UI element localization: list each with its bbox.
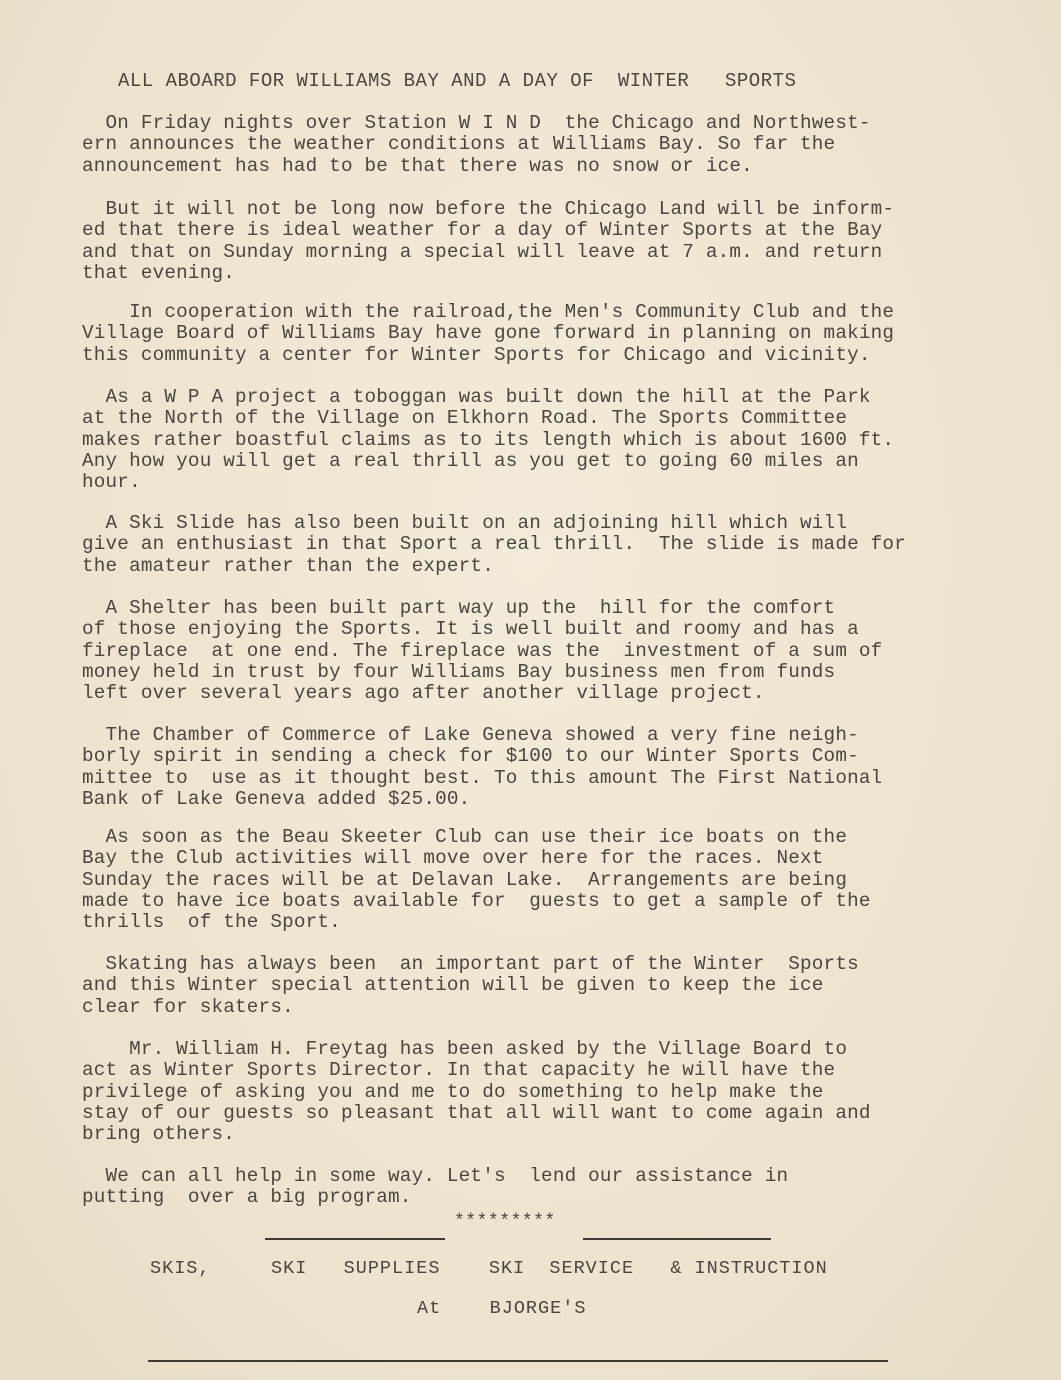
paragraph-line: and this Winter special attention will be given to keep the ice (82, 974, 824, 997)
paragraph-line: left over several years ago after another village project. (82, 682, 765, 705)
paragraph-line: A Shelter has been built part way up the hill for the comfort (82, 597, 836, 619)
ad-line-products: SKIS, SKI SUPPLIES SKI SERVICE & INSTRUCTION (150, 1258, 828, 1279)
paragraph-line: ed that there is ideal weather for a day of Winter Sports at the Bay (82, 219, 883, 242)
paragraph-line: But it will not be long now before the Chicago Land will be inform- (82, 198, 895, 220)
paragraph (82, 1039, 982, 1145)
paragraph-line: give an enthusiast in that Sport a real thrill. The slide is made for (82, 533, 906, 556)
paragraph (82, 513, 982, 577)
paragraph-line: Bank of Lake Geneva added $25.00. (82, 787, 471, 810)
paragraph-line: Skating has always been an important part of the Winter Sports (82, 953, 859, 975)
paragraph-line: We can all help in some way. Let's lend our assistance in (82, 1165, 789, 1187)
paragraph-line: ern announces the weather conditions at Williams Bay. So far the (82, 133, 836, 156)
paragraph-line: Mr. William H. Freytag has been asked by the Village Board to (82, 1038, 848, 1060)
document-title: ALL ABOARD FOR WILLIAMS BAY AND A DAY OF WINTER SPORTS (118, 70, 797, 92)
paragraph-line: A Ski Slide has also been built on an adjoining hill which will (82, 512, 848, 534)
ad-line-store: At BJORGE'S (417, 1298, 587, 1319)
paragraph (82, 598, 982, 704)
paragraph-line: Any how you will get a real thrill as you get to going 60 miles an (82, 449, 859, 472)
paragraph-line: mittee to use as it thought best. To this amount The First National (82, 766, 883, 789)
paragraph-line: announcement has had to be that there was no snow or ice. (82, 154, 753, 177)
paragraph-line: As soon as the Beau Skeeter Club can use their ice boats on the (82, 826, 848, 848)
paragraph-line: hour. (82, 471, 141, 494)
paragraph-line: thrills of the Sport. (82, 911, 341, 934)
paragraph-line: Village Board of Williams Bay have gone forward in planning on making (82, 322, 895, 345)
paragraph-line: the amateur rather than the expert. (82, 554, 494, 577)
bottom-rule (148, 1360, 888, 1362)
paragraph-line: putting over a big program. (82, 1186, 412, 1209)
paragraph-line: made to have ice boats available for guests to get a sample of the (82, 889, 871, 912)
paragraph (82, 387, 982, 493)
paragraph-line: this community a center for Winter Sports for Chicago and vicinity. (82, 343, 871, 366)
paragraph-line: money held in trust by four Williams Bay business men from funds (82, 660, 836, 683)
paragraph (82, 954, 982, 1018)
paragraph-line: On Friday nights over Station W I N D the Chicago and Northwest- (82, 112, 871, 134)
paragraph (82, 302, 982, 366)
paragraph (82, 725, 982, 810)
paragraph-line: at the North of the Village on Elkhorn Road. The Sports Committee (82, 407, 848, 430)
divider-rule-right (583, 1238, 771, 1240)
paragraph-line: In cooperation with the railroad,the Men's Community Club and the (82, 301, 895, 323)
paragraph (82, 1166, 982, 1209)
paragraph-line: borly spirit in sending a check for $100 to our Winter Sports Com- (82, 745, 859, 768)
divider-rule-left (265, 1238, 445, 1240)
paragraph-line: stay of our guests so pleasant that all will want to come again and (82, 1101, 871, 1124)
paragraph (82, 199, 982, 284)
paragraph-line: As a W P A project a toboggan was built down the hill at the Park (82, 386, 871, 408)
paragraph-line: that evening. (82, 261, 236, 284)
paragraph-line: makes rather boastful claims as to its length which is about 1600 ft. (82, 428, 895, 451)
paragraph-line: The Chamber of Commerce of Lake Geneva showed a very fine neigh- (82, 724, 859, 746)
paragraph-line: Bay the Club activities will move over here for the races. Next (82, 847, 824, 870)
paragraph-line: fireplace at one end. The fireplace was the investment of a sum of (82, 639, 883, 662)
paragraph (82, 113, 982, 177)
paragraph (82, 827, 982, 933)
paragraph-line: bring others. (82, 1123, 236, 1146)
paragraph-line: of those enjoying the Sports. It is well built and roomy and has a (82, 618, 859, 641)
paragraph-line: privilege of asking you and me to do something to help make the (82, 1080, 824, 1103)
divider-stars: ********* (454, 1212, 556, 1232)
paragraph-line: clear for skaters. (82, 995, 294, 1018)
paragraph-line: and that on Sunday morning a special will leave at 7 a.m. and return (82, 240, 883, 263)
paragraph-line: act as Winter Sports Director. In that capacity he will have the (82, 1059, 836, 1082)
paragraph-line: Sunday the races will be at Delavan Lake. Arrangements are being (82, 868, 848, 891)
